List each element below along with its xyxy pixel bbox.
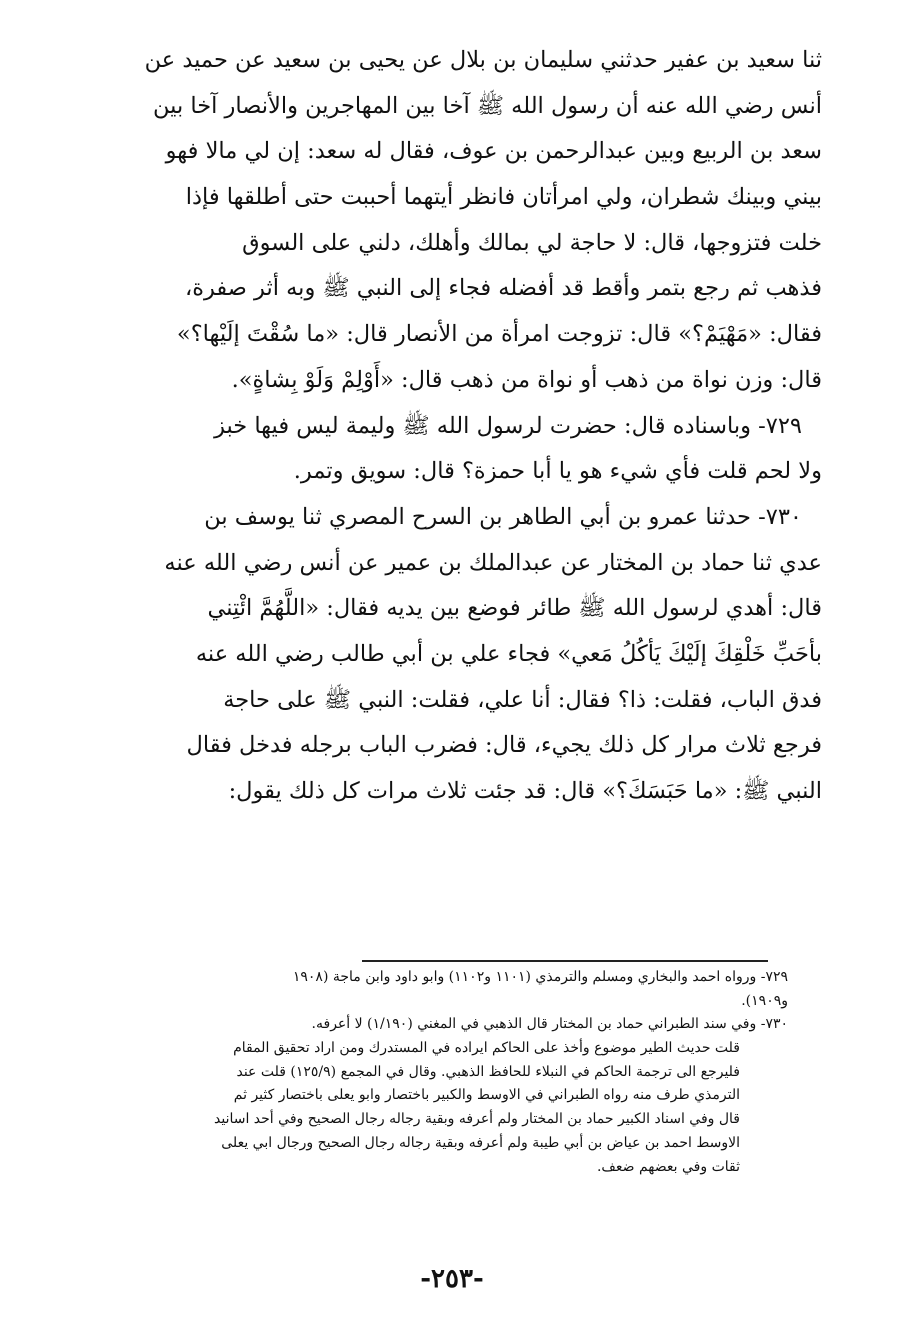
text-line: قال: أهدي لرسول الله ﷺ طائر فوضع بين يديه فقال: «اللَّهُمَّ ائْتِني [207,595,822,622]
text-line: فدق الباب، فقلت: ذا؟ فقال: أنا علي، فقلت: النبي ﷺ على حاجة [223,686,822,713]
text-line: قال: وزن نواة من ذهب أو نواة من ذهب قال: «أَوْلِمْ وَلَوْ بِشاةٍ». [231,366,822,393]
footnote-line: ٧٣٠- وفي سند الطبراني حماد بن المختار قال الذهبي في المغني (١/١٩٠) لا أعرفه. [311,1016,788,1033]
text-line: فرجع ثلاث مرار كل ذلك يجيء، قال: فضرب الباب برجله فدخل فقال [186,732,822,759]
footnote-line: قلت حديث الطير موضوع وأخذ على الحاكم ايراده في المستدرك ومن اراد تحقيق المقام [233,1040,740,1057]
footnote-divider [362,960,768,962]
text-line: عدي ثنا حماد بن المختار عن عبدالملك بن عمير عن أنس رضي الله عنه [164,549,822,576]
footnote-line: ٧٢٩- ورواه احمد والبخاري ومسلم والترمذي (١١٠١ و١١٠٢) وابو داود وابن ماجة (١٩٠٨ [292,969,788,985]
footnote-line: فليرجع الى ترجمة الحاكم في النبلاء للحافظ الذهبي. وقال في المجمع (١٢٥/٩) قلت عند [236,1063,740,1080]
text-line: بيني وبينك شطران، ولي امرأتان فانظر أيتهما أحببت حتى أطلقها فإذا [185,184,822,211]
text-line: أنس رضي الله عنه أن رسول الله ﷺ آخا بين المهاجرين والأنصار آخا بين [153,92,822,119]
text-line: خلت فتزوجها، قال: لا حاجة لي بمالك وأهلك، دلني على السوق [242,229,822,256]
text-line: ولا لحم قلت فأي شيء هو يا أبا حمزة؟ قال: سويق وتمر. [293,458,822,485]
text-line: ثنا سعيد بن عفير حدثني سليمان بن بلال عن يحيى بن سعيد عن حميد عن [144,47,822,73]
main-text [110,38,822,815]
text-line: بأحَبِّ خَلْقِكَ إلَيْكَ يَأكُلُ مَعي» فجاء علي بن أبي طالب رضي الله عنه [195,640,822,667]
text-line: سعد بن الربيع وبين عبدالرحمن بن عوف، فقال له سعد: إن لي مالا فهو [165,138,822,165]
text-line: فقال: «مَهْيَمْ؟» قال: تزوجت امرأة من الأنصار قال: «ما سُقْتَ إلَيْها؟» [176,321,822,348]
footnote-line: ثقات وفي بعضهم ضعف. [596,1158,740,1175]
hadith-729-start: ٧٢٩- وباسناده قال: حضرت لرسول الله ﷺ وليمة ليس فيها خبز [214,412,802,439]
footnote-line: الترمذي طرف منه رواه الطبراني في الاوسط والكبير باختصار وابو يعلى باختصار كثير ثم [233,1087,740,1104]
text-line: النبي ﷺ: «ما حَبَسَكَ؟» قال: قد جئت ثلاث مرات كل ذلك يقول: [228,778,822,804]
footnote-line: الاوسط احمد بن عياض بن أبي طيبة ولم أعرفه وبقية رجاله رجال الصحيح ورجال ابي يعلى [221,1134,740,1151]
footnote-line: قال وفي اسناد الكبير حماد بن المختار ولم أعرفه وبقية رجاله رجال الصحيح وفي أحد اسانيد [214,1111,740,1128]
page-number: -٢٥٣- [420,1264,484,1294]
footnote-line: و١٩٠٩). [741,992,788,1009]
footnotes [116,966,788,1179]
hadith-730-start: ٧٣٠- حدثنا عمرو بن أبي الطاهر بن السرح المصري ثنا يوسف بن [204,503,802,530]
text-line: فذهب ثم رجع بتمر وأقط قد أفضله فجاء إلى النبي ﷺ وبه أثر صفرة، [184,275,822,302]
